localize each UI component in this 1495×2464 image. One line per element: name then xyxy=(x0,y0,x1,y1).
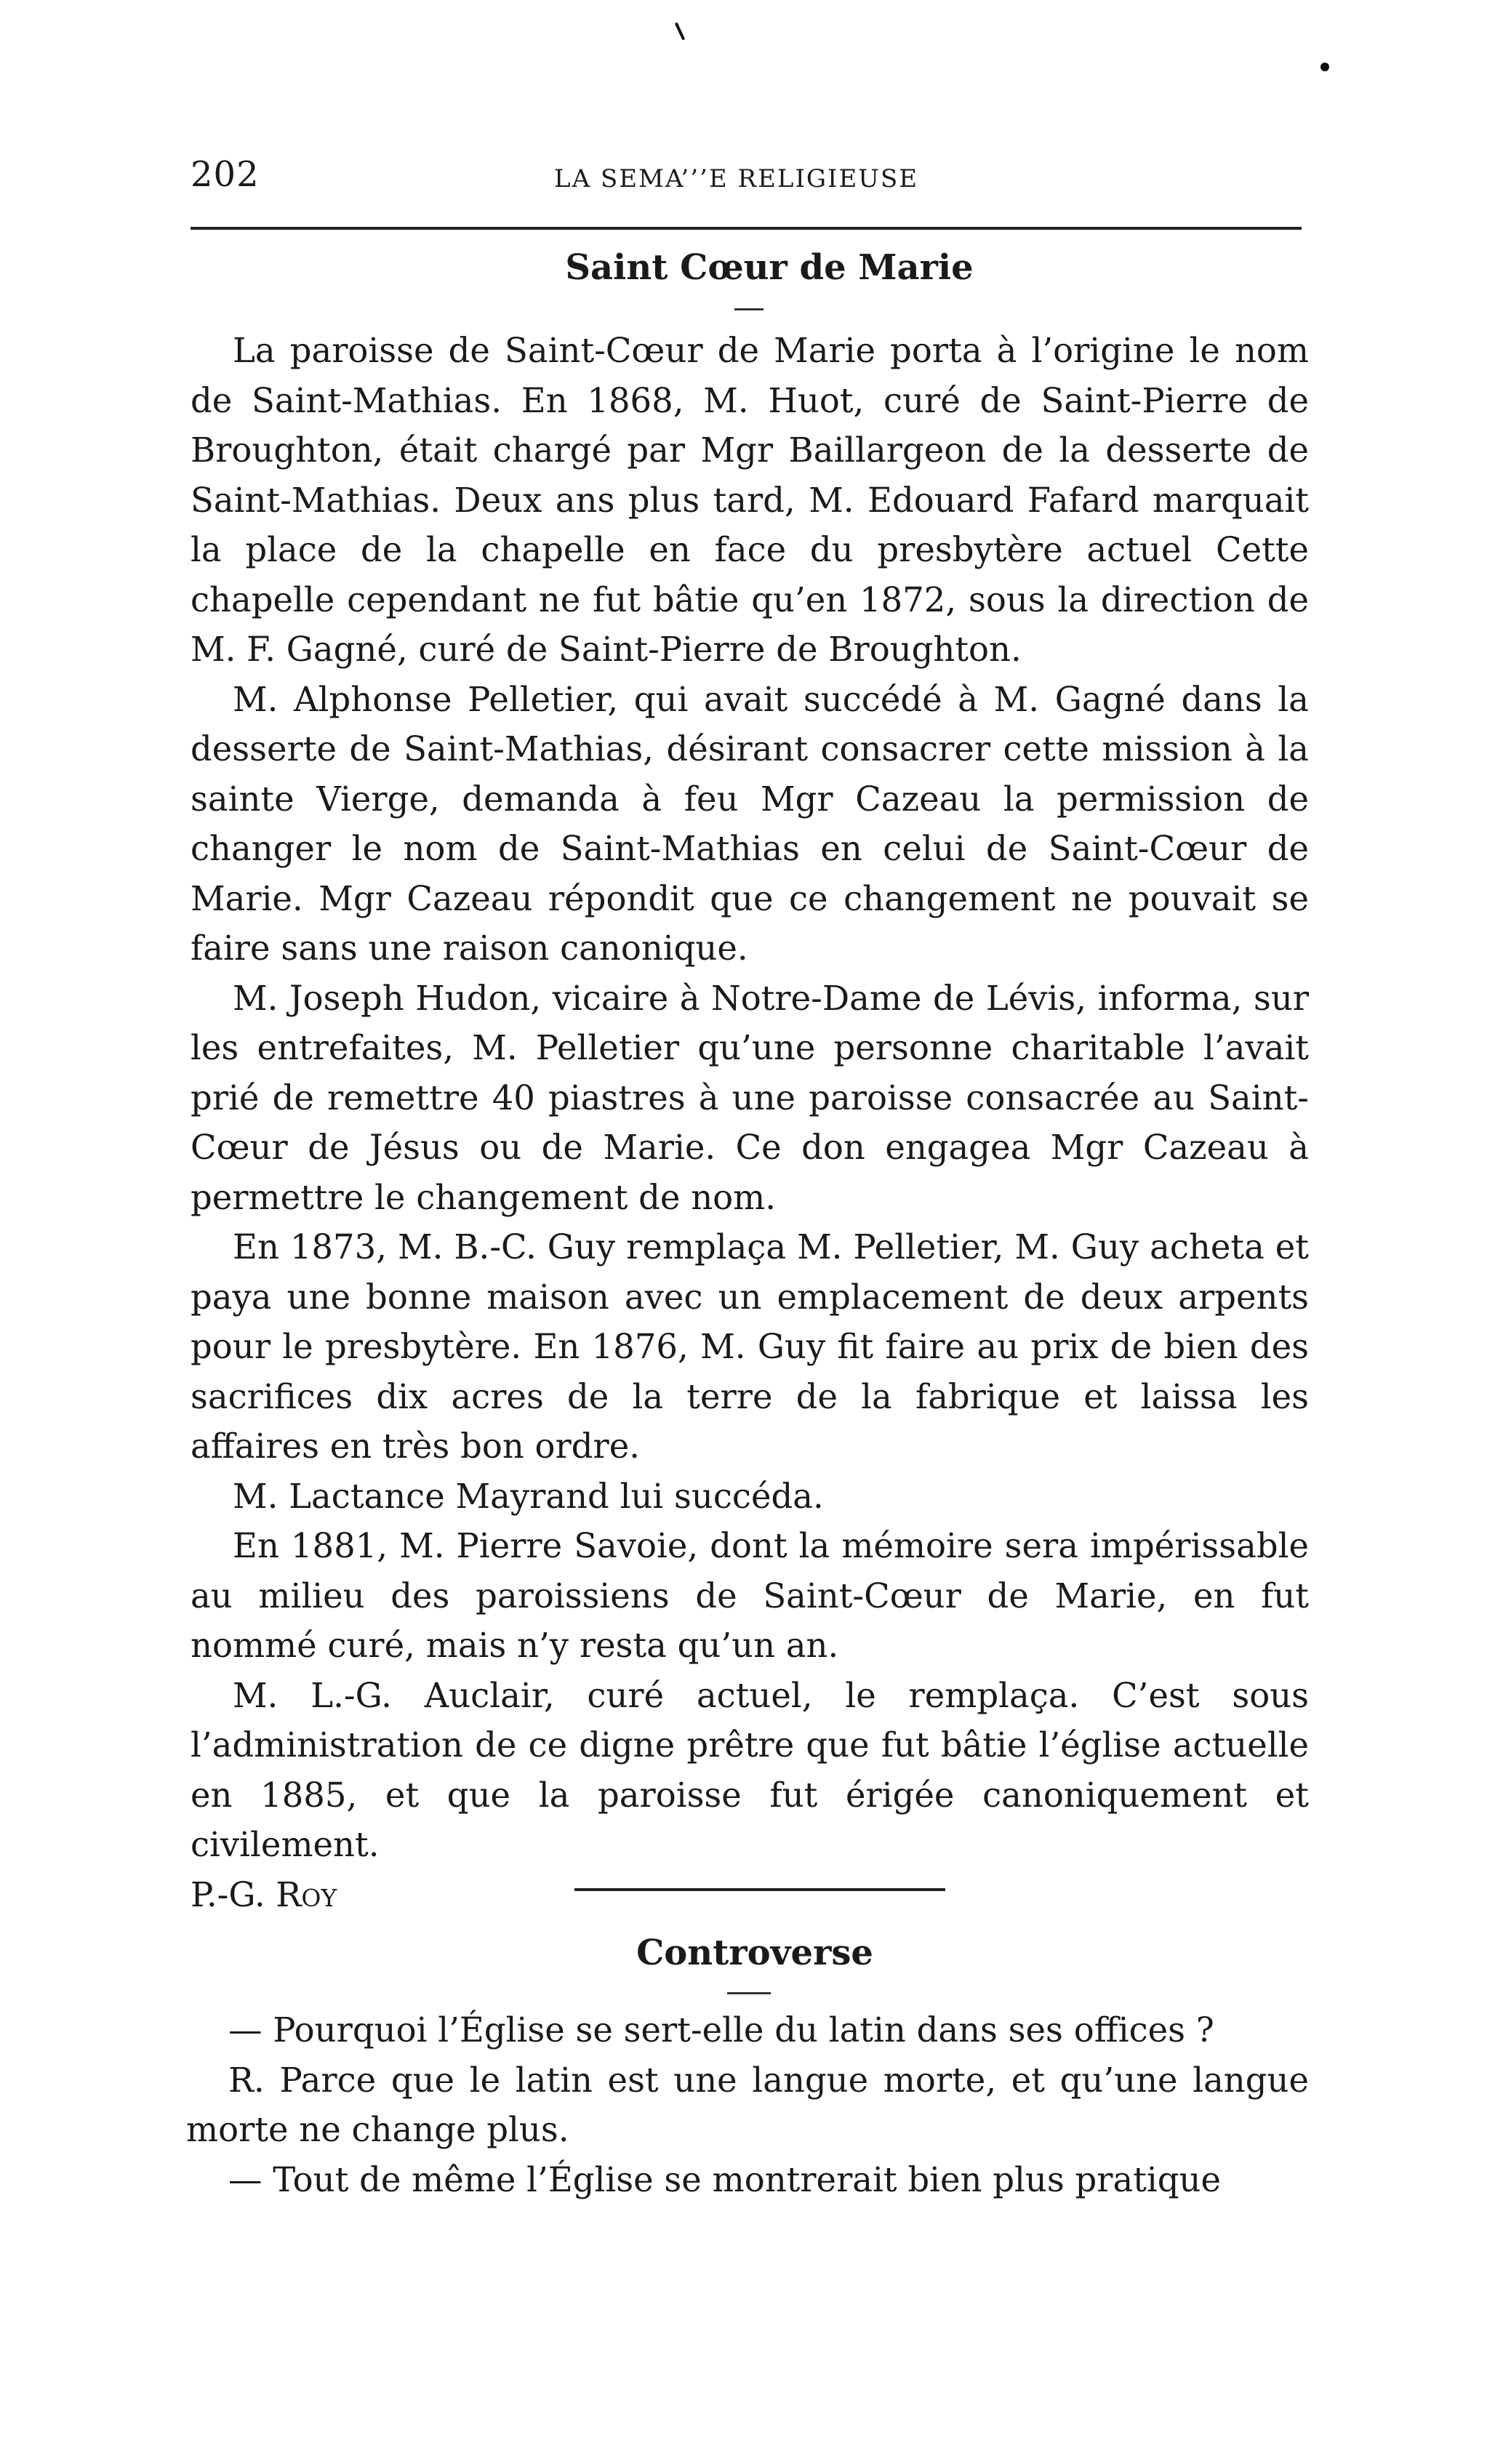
article-paragraph: En 1873, M. B.-C. Guy remplaça M. Pelletier, M. Guy acheta et paya une bonne maison avec un emplacement de deux arpents pour le presbytère. En 1876, M. Guy fit faire au prix de bien des sacrifices dix acres de la terre de la fabrique et laissa les affaires en très bon ordre. xyxy=(191,1227,1309,1466)
page-header xyxy=(191,154,1303,205)
article-paragraph: M. Joseph Hudon, vicaire à Notre-Dame de Lévis, informa, sur les entrefaites, M. Pelletier qu’une personne charitable l’avait prié de remettre 40 piastres à une paroisse consacrée au Saint-Cœur de Jésus ou de Marie. Ce don engagea Mgr Cazeau à permettre le changement de nom. xyxy=(191,978,1309,1217)
article-paragraph: M. Alphonse Pelletier, qui avait succédé à M. Gagné dans la desserte de Saint-Mathias, désirant consacrer cette mission à la sainte Vierge, demanda à feu Mgr Cazeau la permission de changer le nom de Saint-Mathias en celui de Saint-Cœur de Marie. Mgr Cazeau répondit que ce changement ne pouvait se faire sans une raison canonique. xyxy=(191,679,1309,968)
page-number: 202 xyxy=(191,154,260,195)
dialogue-line: — Pourquoi l’Église se sert-elle du latin dans ses offices ? xyxy=(228,2010,1214,2050)
article-paragraph: En 1881, M. Pierre Savoie, dont la mémoire sera impérissable au milieu des paroissiens de Saint-Cœur de Marie, en fut nommé curé, mais n’y resta qu’un an. xyxy=(191,1526,1309,1665)
ink-speck xyxy=(675,22,686,40)
controverse-body xyxy=(186,2005,1309,2204)
ink-speck xyxy=(1320,63,1329,71)
author-signature: P.-G. Roy xyxy=(191,1874,337,1914)
article-body xyxy=(191,326,1309,1919)
section-divider xyxy=(574,1888,945,1891)
section-title-controverse: Controverse xyxy=(636,1933,873,1973)
title-ornament xyxy=(727,1992,771,1994)
dialogue-line: R. Parce que le latin est une langue morte, et qu’une langue morte ne change plus. xyxy=(186,2060,1309,2149)
article-title: Saint Cœur de Marie xyxy=(565,247,974,288)
dialogue-line: — Tout de même l’Église se montrerait bien plus pratique xyxy=(228,2159,1221,2199)
article-paragraph: M. L.-G. Auclair, curé actuel, le remplaça. C’est sous l’administration de ce digne prêtre que fut bâtie l’église actuelle en 1885, et que la paroisse fut érigée canoniquement et civilement. xyxy=(191,1675,1309,1864)
article-paragraph: La paroisse de Saint-Cœur de Marie porta à l’origine le nom de Saint-Mathias. En 1868, M. Huot, curé de Saint-Pierre de Broughton, était chargé par Mgr Baillargeon de la desserte de Saint-Mathias. Deux ans plus tard, M. Edouard Fafard marquait la place de la chapelle en face du presbytère actuel Cette chapelle cependant ne fut bâtie qu’en 1872, sous la direction de M. F. Gagné, curé de Saint-Pierre de Broughton. xyxy=(191,331,1309,669)
title-ornament xyxy=(734,308,763,310)
article-paragraph: M. Lactance Mayrand lui succéda. xyxy=(233,1476,824,1516)
header-rule xyxy=(191,227,1302,230)
running-head: LA SEMA’’’E RELIGIEUSE xyxy=(554,164,919,193)
